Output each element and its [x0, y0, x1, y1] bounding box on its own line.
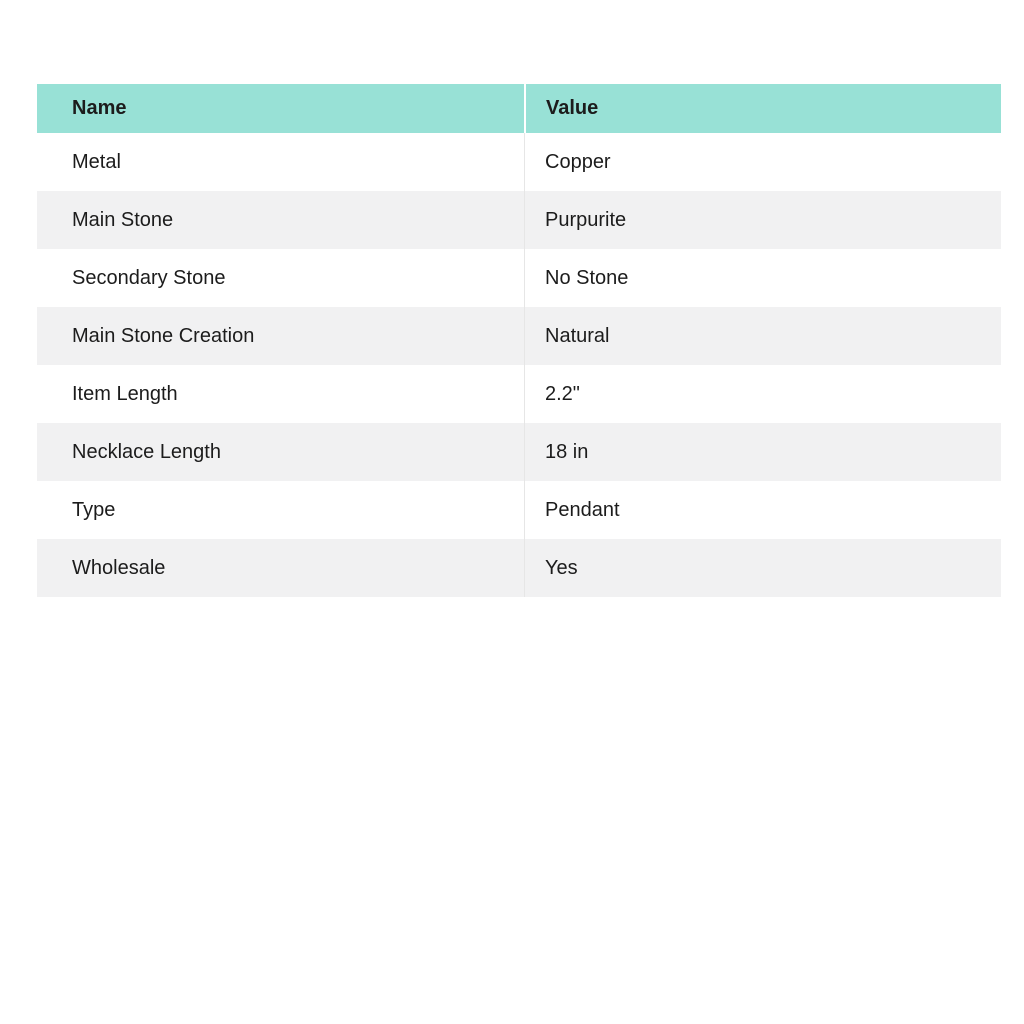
table-row: [37, 191, 1001, 249]
attribute-name-cell: Secondary Stone: [72, 266, 226, 289]
attribute-name-cell: Main Stone Creation: [72, 324, 255, 347]
attribute-value-cell: Purpurite: [524, 191, 1001, 249]
table-row: [37, 307, 1001, 365]
attribute-name-cell: Necklace Length: [72, 440, 221, 463]
attribute-value-cell: 18 in: [524, 423, 1001, 481]
table-header-row: [37, 84, 1001, 133]
attribute-value-cell: Copper: [524, 133, 1001, 191]
table-row: [37, 365, 1001, 423]
attribute-value-cell: Pendant: [524, 481, 1001, 539]
attribute-name-cell: Main Stone: [72, 208, 174, 231]
table-row: [37, 249, 1001, 307]
table-row: [37, 539, 1001, 597]
attribute-name-cell: Item Length: [72, 382, 178, 405]
table-row: [37, 481, 1001, 539]
table-body: [37, 133, 1001, 597]
column-header-value: Value: [524, 84, 1001, 133]
column-header-name: Name: [72, 97, 127, 119]
table-row: [37, 133, 1001, 191]
attribute-value-cell: Yes: [524, 539, 1001, 597]
table-row: [37, 423, 1001, 481]
attribute-value-cell: Natural: [524, 307, 1001, 365]
attribute-value-cell: 2.2": [524, 365, 1001, 423]
attribute-value-cell: No Stone: [524, 249, 1001, 307]
attribute-name-cell: Wholesale: [72, 556, 166, 579]
product-attributes-table: [37, 84, 1001, 597]
attribute-name-cell: Metal: [72, 150, 121, 173]
attribute-name-cell: Type: [72, 498, 116, 521]
